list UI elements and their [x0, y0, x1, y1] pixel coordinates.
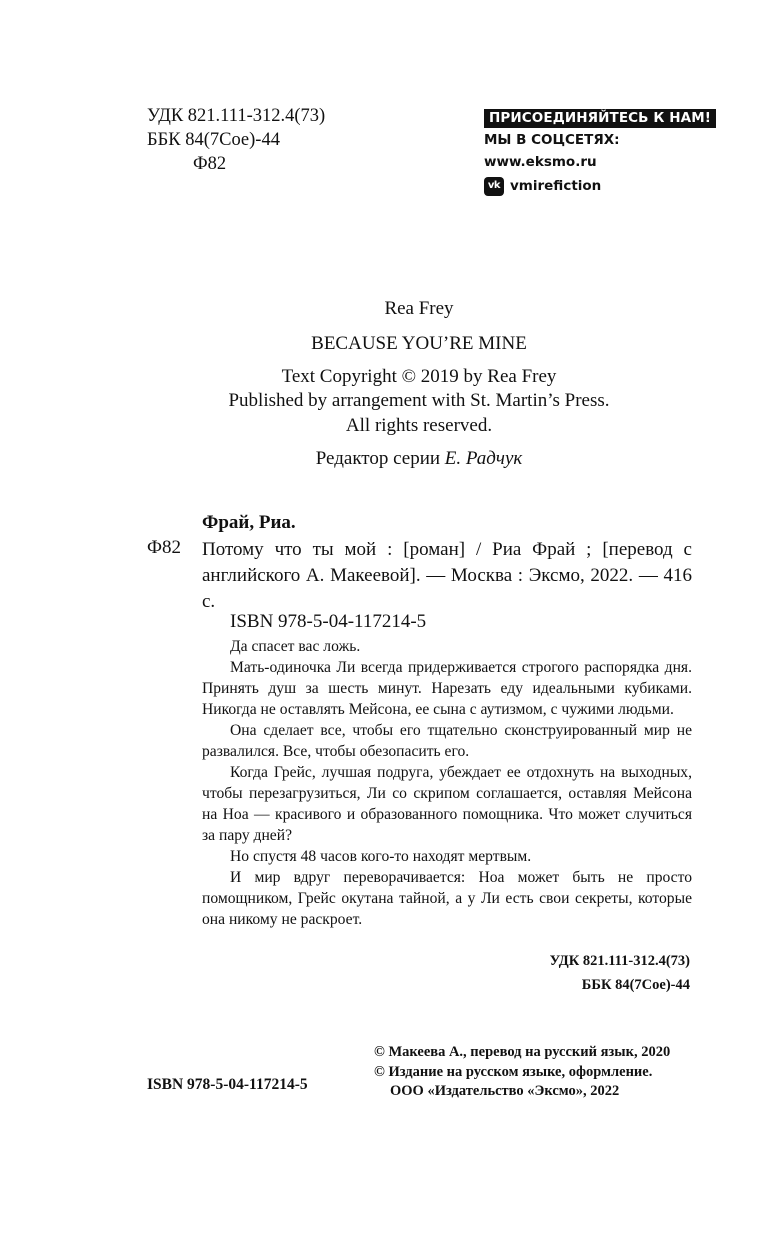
original-author: Rea Frey	[384, 298, 454, 319]
original-title: BECAUSE YOU’RE MINE	[311, 333, 527, 354]
catalog-mark: Ф82	[147, 537, 182, 558]
annotation-paragraph: Она сделает все, чтобы его тщательно сконструированный мир не развалился. Все, чтобы обезопасить его.	[202, 722, 692, 760]
vk-link[interactable]	[484, 175, 601, 197]
annotation-paragraph: И мир вдруг переворачивается: Ноа может быть не просто помощником, Грейс окутана тайной, а у Ли есть свои секреты, которые она никому не раскроет.	[202, 869, 692, 928]
publisher-line: ООО «Издательство «Эксмо», 2022	[390, 1083, 620, 1099]
udk-code-right: УДК 821.111-312.4(73)	[549, 953, 690, 969]
original-copyright: Text Copyright © 2019 by Rea Frey	[281, 366, 557, 387]
series-editor	[0, 448, 768, 470]
isbn-bottom: ISBN 978-5-04-117214-5	[147, 1076, 308, 1093]
annotation-paragraph: Да спасет вас ложь.	[230, 638, 361, 655]
social-subtitle: МЫ В СОЦСЕТЯХ:	[484, 132, 620, 148]
catalog-author: Фрай, Риа.	[202, 512, 296, 533]
original-arrangement: Published by arrangement with St. Martin’s Press.	[228, 390, 610, 411]
annotation-paragraph: Мать-одиночка Ли всегда придерживается строгого распорядка дня. Принять душ за шесть минут. Нарезать еду идеальными кубиками. Никогда не оставлять Мейсона, ее сына с аутизмом, с чужими людьми.	[202, 659, 692, 718]
catalog-entry	[147, 512, 692, 642]
codes-right	[550, 949, 690, 997]
catalog-description: Потому что ты мой : [роман] / Риа Фрай ; [перевод с английского А. Макеевой]. — Москва : Эксмо, 2022. — 416 с.	[202, 539, 692, 612]
bbk-code-right: ББК 84(7Сое)-44	[581, 977, 690, 993]
copyright-edition: © Издание на русском языке, оформление.	[374, 1063, 653, 1080]
catalog-codes-block	[147, 104, 325, 176]
join-us-banner: ПРИСОЕДИНЯЙТЕСЬ К НАМ!	[484, 109, 716, 128]
udk-code: УДК 821.111-312.4(73)	[147, 106, 326, 126]
vk-handle: vmirefiction	[510, 178, 602, 194]
editor-name: Е. Радчук	[444, 448, 523, 469]
annotation-paragraph: Но спустя 48 часов кого-то находят мертвым.	[230, 848, 532, 865]
author-mark: Ф82	[193, 154, 227, 174]
bbk-code: ББК 84(7Сое)-44	[147, 130, 280, 150]
copyright-block	[374, 1043, 670, 1102]
original-rights: All rights reserved.	[345, 415, 493, 436]
annotation-paragraph: Когда Грейс, лучшая подруга, убеждает ее отдохнуть на выходных, чтобы перезагрузиться, Ли со скрипом соглашается, оставляя Мейсона на Ноа — красивого и образованного помощника. Что может случиться за пару дней?	[202, 764, 692, 844]
catalog-isbn: ISBN 978-5-04-117214-5	[230, 611, 427, 632]
social-block	[484, 107, 716, 197]
vk-icon: vk	[484, 177, 504, 196]
website-link[interactable]: www.eksmo.ru	[484, 154, 597, 170]
copyright-translation: © Макеева А., перевод на русский язык, 2020	[374, 1044, 671, 1060]
editor-label: Редактор серии	[315, 448, 441, 469]
annotation	[202, 636, 692, 930]
